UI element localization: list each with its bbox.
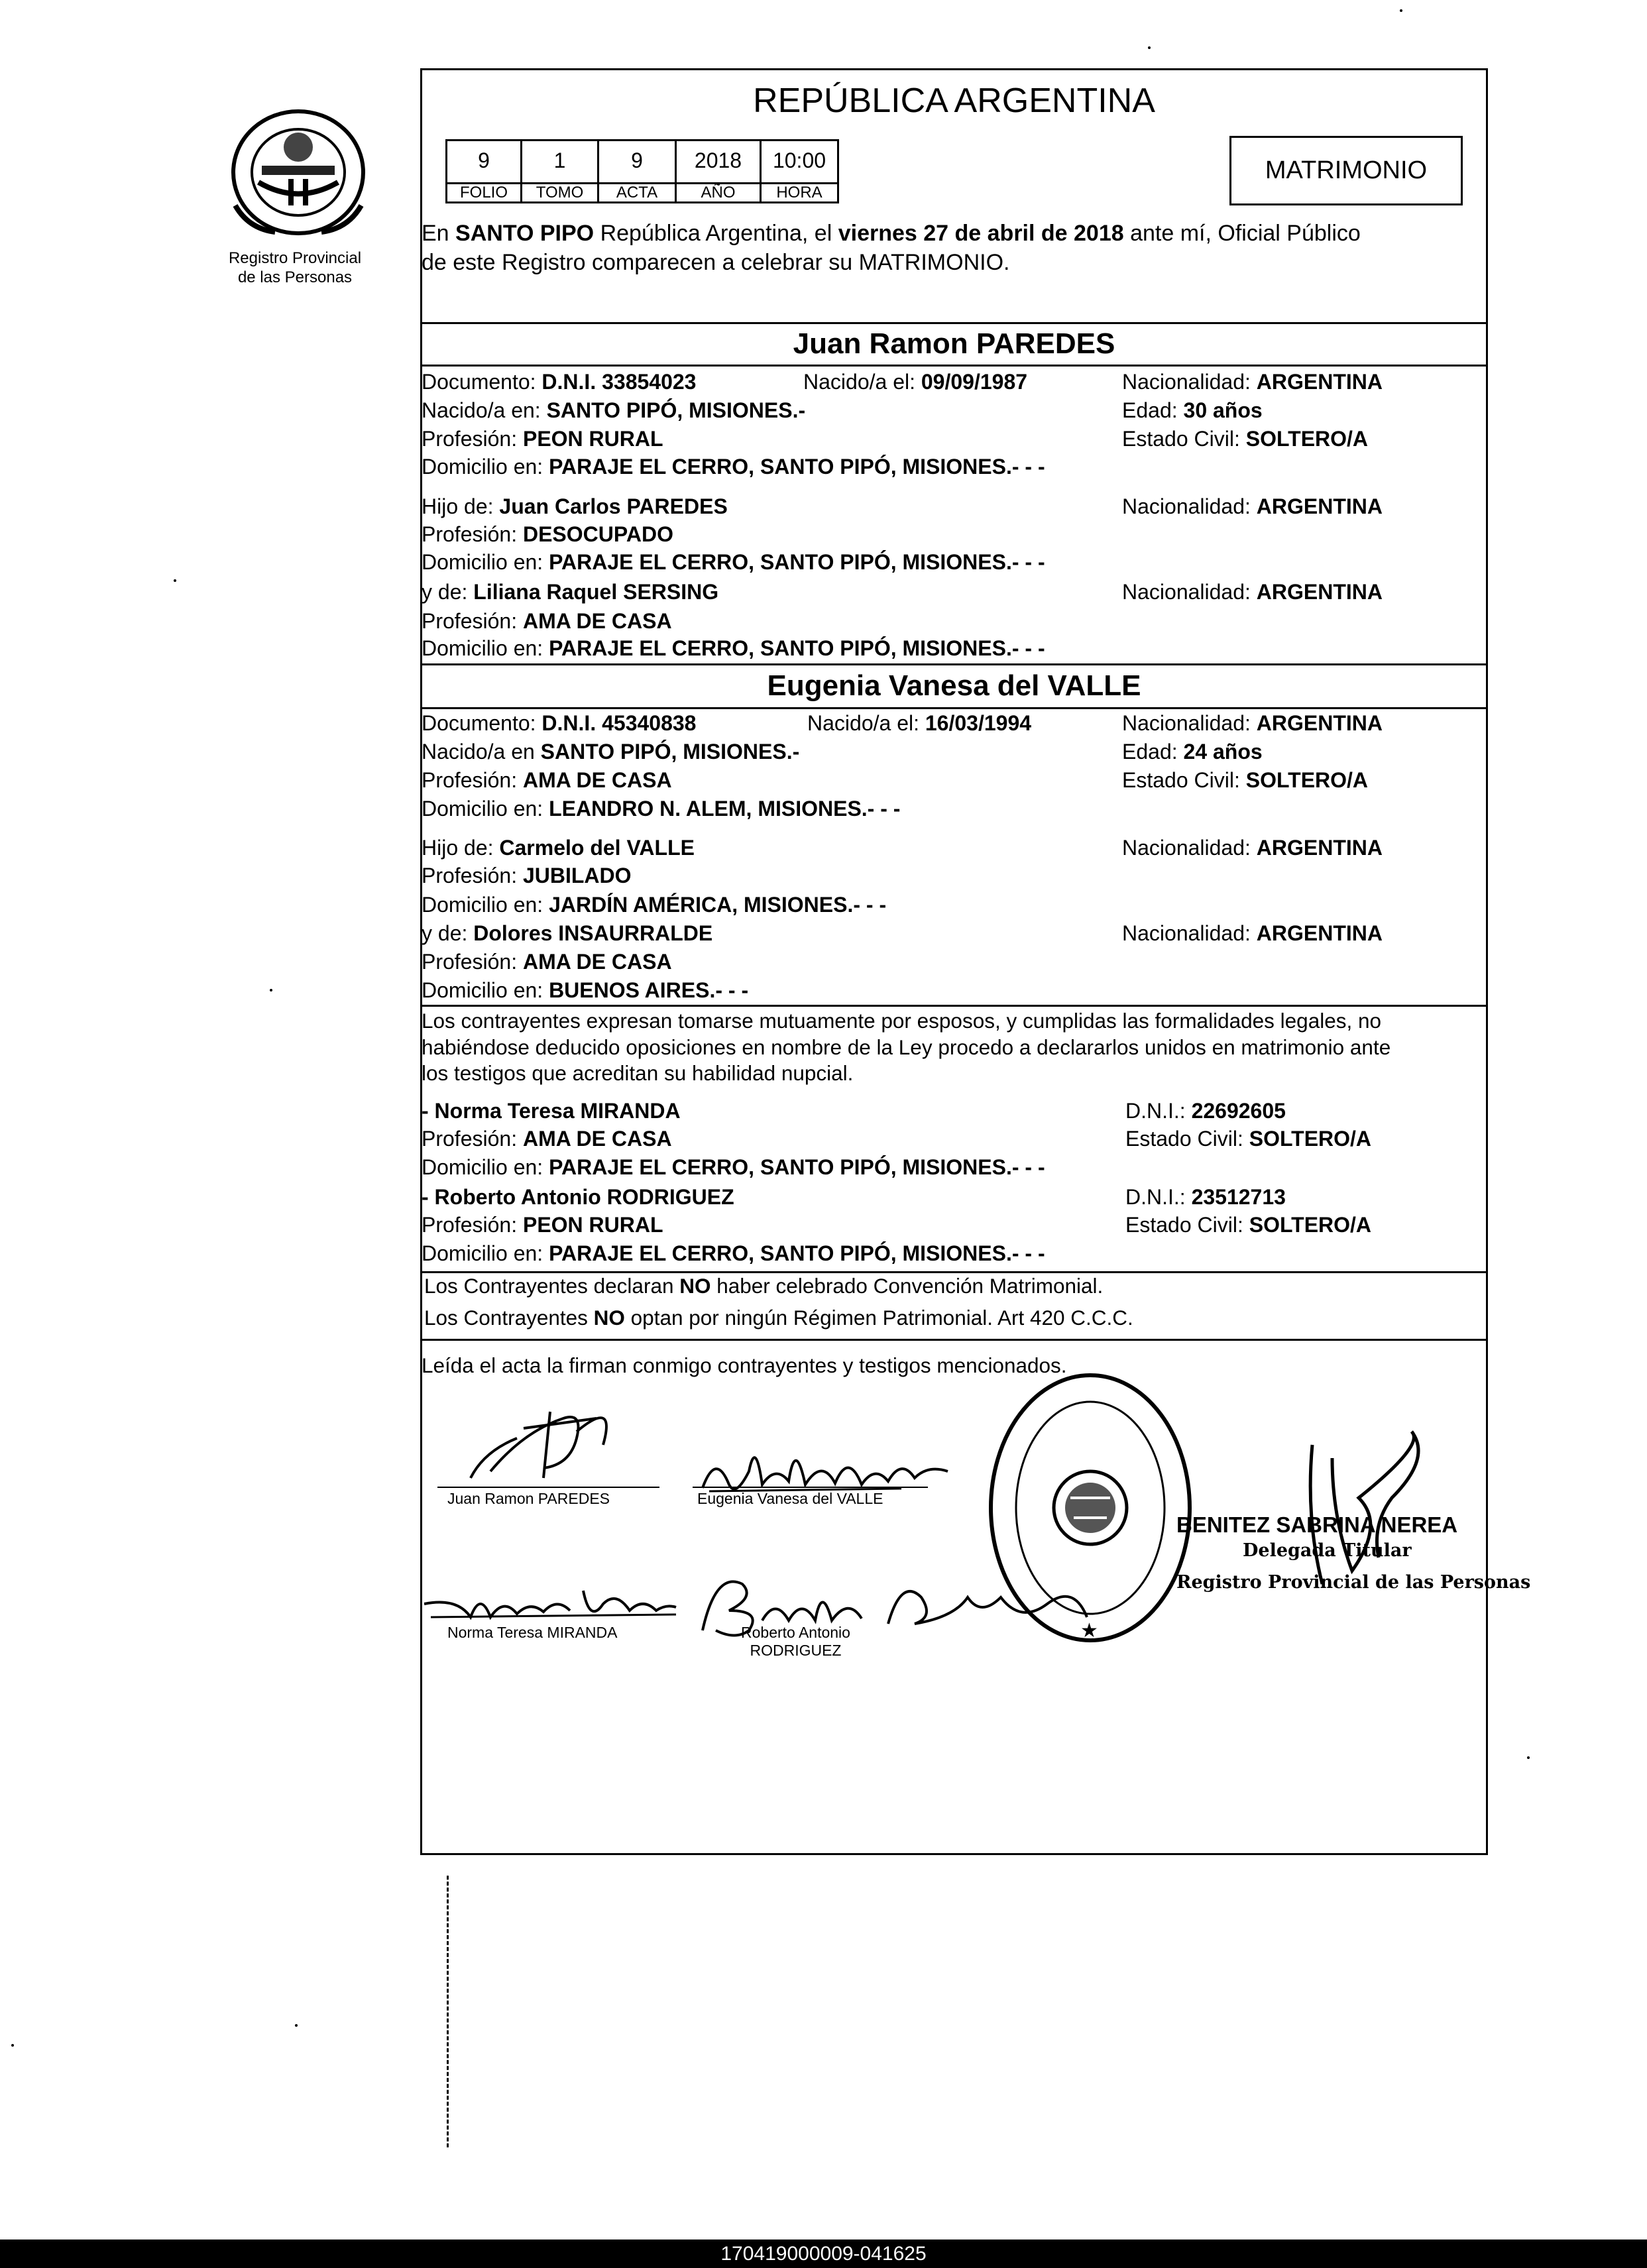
convention-line-2 bbox=[424, 1304, 1133, 1331]
declaration-line-2: habiéndose deducido oposiciones en nombre de la Ley procedo a declararlos unidos en matrimonio ante bbox=[422, 1035, 1391, 1059]
spouse1-age-value: 30 años bbox=[1183, 398, 1263, 422]
intro-p1: En bbox=[422, 221, 456, 246]
footer-bar bbox=[0, 2240, 1647, 2268]
spouse2-born-in-value: SANTO PIPÓ, MISIONES.- bbox=[540, 740, 800, 764]
signature-caption-3: Norma Teresa MIRANDA bbox=[447, 1624, 618, 1641]
spouse1-father-name: Juan Carlos PAREDES bbox=[499, 494, 728, 518]
divider bbox=[420, 322, 1488, 324]
spouse1-birth-date: 09/09/1987 bbox=[921, 370, 1028, 394]
spouse2-nationality bbox=[1122, 710, 1383, 736]
witness1-dom: PARAJE EL CERRO, SANTO PIPÓ, MISIONES.- - - bbox=[549, 1155, 1045, 1179]
witness1-domicile bbox=[422, 1154, 1045, 1180]
declaration-line-3: los testigos que acreditan su habilidad nupcial. bbox=[422, 1061, 854, 1085]
spouse1-mother-nat-label: Nacionalidad: bbox=[1122, 580, 1257, 604]
spouse1-mother-prof-label: Profesión: bbox=[422, 609, 523, 633]
record-hour: 10:00 bbox=[760, 139, 839, 184]
spouse1-born-in-value: SANTO PIPÓ, MISIONES.- bbox=[546, 398, 806, 422]
spouse2-birth-date: 16/03/1994 bbox=[925, 711, 1032, 735]
scan-speck bbox=[1148, 46, 1151, 49]
divider bbox=[420, 1339, 1488, 1341]
convention-l1c: haber celebrado Convención Matrimonial. bbox=[710, 1274, 1104, 1298]
scan-artifact bbox=[447, 1876, 451, 2147]
witness1-prof: AMA DE CASA bbox=[522, 1127, 672, 1151]
spouse1-dom-label: Domicilio en: bbox=[422, 455, 549, 479]
spouse2-mother-dom-label: Domicilio en: bbox=[422, 978, 549, 1002]
spouse2-mother-nat: ARGENTINA bbox=[1256, 921, 1383, 945]
witness2-civil-value: SOLTERO/A bbox=[1249, 1213, 1372, 1237]
convention-line-1 bbox=[424, 1273, 1103, 1299]
spouse1-father-nat-label: Nacionalidad: bbox=[1122, 494, 1257, 518]
spouse2-civil bbox=[1122, 767, 1368, 793]
spouse2-father-domicile bbox=[422, 891, 886, 918]
intro-date: viernes 27 de abril de 2018 bbox=[838, 221, 1124, 246]
spouse2-profession bbox=[422, 767, 672, 793]
spouse2-age-value: 24 años bbox=[1183, 740, 1263, 764]
intro-p3: ante mí, Oficial Público bbox=[1123, 221, 1361, 246]
witness1-dom-label: Domicilio en: bbox=[422, 1155, 549, 1179]
witness1-dni-value: 22692605 bbox=[1191, 1099, 1286, 1123]
scan-speck bbox=[1527, 1756, 1530, 1759]
spouse1-father-dom: PARAJE EL CERRO, SANTO PIPÓ, MISIONES.- - - bbox=[549, 550, 1045, 574]
spouse1-born-in bbox=[422, 397, 805, 424]
logo-caption bbox=[199, 249, 391, 287]
witness2-dni bbox=[1125, 1184, 1286, 1210]
spouse2-mother bbox=[422, 920, 712, 946]
spouse2-age bbox=[1122, 738, 1263, 765]
spouse2-dom: LEANDRO N. ALEM, MISIONES.- - - bbox=[549, 797, 901, 821]
witness1-dni bbox=[1125, 1098, 1286, 1124]
spouse1-profession bbox=[422, 425, 663, 452]
witness2-dom-label: Domicilio en: bbox=[422, 1241, 549, 1265]
spouse1-prof: PEON RURAL bbox=[522, 427, 663, 451]
witness2-profession bbox=[422, 1212, 663, 1238]
spouse2-civil-value: SOLTERO/A bbox=[1245, 768, 1369, 792]
divider bbox=[420, 663, 1488, 665]
witness2-prof-label: Profesión: bbox=[422, 1213, 523, 1237]
spouse1-domicile bbox=[422, 453, 1045, 480]
spouse2-father-label: Hijo de: bbox=[422, 836, 500, 860]
logo-caption-line1: Registro Provincial bbox=[228, 249, 362, 267]
spouse1-mother-nationality bbox=[1122, 579, 1383, 605]
spouse1-father-domicile bbox=[422, 549, 1045, 575]
spouse2-father-nationality bbox=[1122, 834, 1383, 861]
signature-caption-1: Juan Ramon PAREDES bbox=[447, 1490, 610, 1507]
divider bbox=[420, 707, 1488, 709]
convention-l1b: NO bbox=[679, 1274, 711, 1298]
spouse2-age-label: Edad: bbox=[1122, 740, 1184, 764]
spouse1-nat: ARGENTINA bbox=[1256, 370, 1383, 394]
intro-place: SANTO PIPO bbox=[455, 221, 595, 246]
spouse2-mother-prof-label: Profesión: bbox=[422, 950, 523, 974]
spouse2-mother-domicile bbox=[422, 977, 748, 1003]
intro-line-2: de este Registro comparecen a celebrar su MATRIMONIO. bbox=[422, 250, 1010, 275]
spouse2-mother-label: y de: bbox=[422, 921, 474, 945]
witness2-civil-label: Estado Civil: bbox=[1125, 1213, 1249, 1237]
witness2-dom: PARAJE EL CERRO, SANTO PIPÓ, MISIONES.- - - bbox=[549, 1241, 1045, 1265]
spouse2-doc: D.N.I. 45340838 bbox=[541, 711, 697, 735]
page-title: REPÚBLICA ARGENTINA bbox=[753, 82, 1155, 120]
spouse2-mother-nationality bbox=[1122, 920, 1383, 946]
spouse2-father-prof: JUBILADO bbox=[522, 864, 632, 887]
spouse2-father-dom-label: Domicilio en: bbox=[422, 893, 549, 917]
spouse1-mother-nat: ARGENTINA bbox=[1256, 580, 1383, 604]
spouse1-mother-profession bbox=[422, 608, 672, 634]
spouse2-father bbox=[422, 834, 695, 861]
spouse1-birth bbox=[803, 369, 1027, 395]
signature-line-2 bbox=[693, 1487, 928, 1488]
spouse1-age-label: Edad: bbox=[1122, 398, 1184, 422]
witness2-domicile bbox=[422, 1240, 1045, 1267]
spouse2-civil-label: Estado Civil: bbox=[1122, 768, 1246, 792]
record-label-tomo: TOMO bbox=[520, 182, 599, 203]
spouse1-birth-label: Nacido/a el: bbox=[803, 370, 921, 394]
official-organization: Registro Provincial de las Personas bbox=[1176, 1572, 1531, 1593]
witness2-dni-label: D.N.I.: bbox=[1125, 1185, 1192, 1209]
scan-speck bbox=[174, 579, 176, 582]
spouse2-nat-label: Nacionalidad: bbox=[1122, 711, 1257, 735]
spouse1-father-nat: ARGENTINA bbox=[1256, 494, 1383, 518]
act-type-box: MATRIMONIO bbox=[1229, 136, 1463, 205]
signature-line-1 bbox=[437, 1487, 659, 1488]
official-stamp bbox=[981, 1365, 1200, 1650]
spouse1-mother bbox=[422, 579, 718, 605]
record-label-year: AÑO bbox=[675, 182, 762, 203]
official-role: Delegada Titular bbox=[1243, 1540, 1412, 1561]
spouse1-mother-dom-label: Domicilio en: bbox=[422, 636, 549, 660]
record-year: 2018 bbox=[675, 139, 762, 184]
spouse1-civil-value: SOLTERO/A bbox=[1245, 427, 1369, 451]
scan-speck bbox=[1400, 9, 1402, 12]
signature-caption-4-line2: RODRIGUEZ bbox=[750, 1642, 842, 1659]
witness1-prof-label: Profesión: bbox=[422, 1127, 523, 1151]
record-acta: 9 bbox=[597, 139, 677, 184]
scan-speck bbox=[270, 989, 272, 992]
spouse2-born-in bbox=[422, 738, 799, 765]
spouse1-father bbox=[422, 493, 728, 520]
witness2-name: - Roberto Antonio RODRIGUEZ bbox=[422, 1185, 734, 1209]
convention-l2c: optan por ningún Régimen Patrimonial. Art 420 C.C.C. bbox=[624, 1306, 1133, 1330]
divider bbox=[420, 365, 1488, 367]
spouse2-father-name: Carmelo del VALLE bbox=[499, 836, 695, 860]
official-name: BENITEZ SABRINA NEREA bbox=[1176, 1512, 1458, 1537]
record-tomo: 1 bbox=[520, 139, 599, 184]
spouse2-doc-label: Documento: bbox=[422, 711, 542, 735]
intro-line-1 bbox=[422, 219, 1361, 248]
spouse1-mother-dom: PARAJE EL CERRO, SANTO PIPÓ, MISIONES.- - - bbox=[549, 636, 1045, 660]
witness2-dni-value: 23512713 bbox=[1191, 1185, 1286, 1209]
witness2-civil bbox=[1125, 1212, 1371, 1238]
scan-speck bbox=[11, 2044, 14, 2047]
spouse2-father-profession bbox=[422, 862, 632, 889]
province-logo bbox=[222, 106, 374, 245]
spouse1-name: Juan Ramon PAREDES bbox=[793, 327, 1115, 360]
barcode-number: 170419000009-041625 bbox=[720, 2243, 927, 2265]
record-label-acta: ACTA bbox=[597, 182, 677, 203]
signature-caption-4-line1: Roberto Antonio bbox=[741, 1624, 850, 1641]
spouse2-born-in-label: Nacido/a en bbox=[422, 740, 541, 764]
spouse2-prof-label: Profesión: bbox=[422, 768, 523, 792]
signature-caption-2: Eugenia Vanesa del VALLE bbox=[697, 1490, 883, 1507]
spouse1-doc-label: Documento: bbox=[422, 370, 542, 394]
spouse1-father-dom-label: Domicilio en: bbox=[422, 550, 549, 574]
witness1-profession bbox=[422, 1125, 672, 1152]
spouse2-prof: AMA DE CASA bbox=[522, 768, 672, 792]
scan-speck bbox=[295, 2024, 298, 2027]
spouse1-civil bbox=[1122, 425, 1368, 452]
spouse2-mother-name: Dolores INSAURRALDE bbox=[473, 921, 713, 945]
spouse1-mother-domicile bbox=[422, 635, 1045, 661]
spouse1-mother-name: Liliana Raquel SERSING bbox=[473, 580, 719, 604]
spouse1-age bbox=[1122, 397, 1263, 424]
spouse1-father-profession bbox=[422, 521, 673, 547]
spouse1-father-nationality bbox=[1122, 493, 1383, 520]
signatures-intro: Leída el acta la firman conmigo contrayentes y testigos mencionados. bbox=[422, 1353, 1067, 1377]
spouse2-mother-nat-label: Nacionalidad: bbox=[1122, 921, 1257, 945]
spouse1-father-label: Hijo de: bbox=[422, 494, 500, 518]
spouse1-prof-label: Profesión: bbox=[422, 427, 523, 451]
convention-l2b: NO bbox=[593, 1306, 625, 1330]
spouse2-birth bbox=[807, 710, 1031, 736]
spouse1-father-prof: DESOCUPADO bbox=[522, 522, 673, 546]
spouse1-nationality bbox=[1122, 369, 1383, 395]
witness1-name: - Norma Teresa MIRANDA bbox=[422, 1099, 681, 1123]
signature-scribble-1 bbox=[444, 1392, 656, 1491]
witness1-civil bbox=[1125, 1125, 1371, 1152]
record-label-folio: FOLIO bbox=[445, 182, 522, 203]
witness2-prof: PEON RURAL bbox=[522, 1213, 663, 1237]
convention-l2a: Los Contrayentes bbox=[424, 1306, 594, 1330]
spouse1-mother-prof: AMA DE CASA bbox=[522, 609, 672, 633]
spouse2-mother-profession bbox=[422, 948, 672, 975]
spouse1-civil-label: Estado Civil: bbox=[1122, 427, 1246, 451]
spouse2-father-dom: JARDÍN AMÉRICA, MISIONES.- - - bbox=[549, 893, 887, 917]
convention-l1a: Los Contrayentes declaran bbox=[424, 1274, 680, 1298]
official-signature bbox=[1292, 1418, 1451, 1591]
declaration-line-1: Los contrayentes expresan tomarse mutuamente por esposos, y cumplidas las formalidades legales, no bbox=[422, 1009, 1382, 1033]
spouse2-domicile bbox=[422, 795, 900, 822]
spouse1-nat-label: Nacionalidad: bbox=[1122, 370, 1257, 394]
spouse2-father-nat-label: Nacionalidad: bbox=[1122, 836, 1257, 860]
spouse2-birth-label: Nacido/a el: bbox=[807, 711, 925, 735]
intro-p2: República Argentina, el bbox=[594, 221, 838, 246]
logo-caption-line2: de las Personas bbox=[237, 268, 353, 286]
spouse2-name: Eugenia Vanesa del VALLE bbox=[767, 669, 1141, 702]
divider bbox=[420, 1005, 1488, 1007]
record-folio: 9 bbox=[445, 139, 522, 184]
spouse2-mother-prof: AMA DE CASA bbox=[522, 950, 672, 974]
witness1-civil-label: Estado Civil: bbox=[1125, 1127, 1249, 1151]
witness1-dni-label: D.N.I.: bbox=[1125, 1099, 1192, 1123]
spouse2-nat: ARGENTINA bbox=[1256, 711, 1383, 735]
spouse1-father-prof-label: Profesión: bbox=[422, 522, 523, 546]
spouse1-dom: PARAJE EL CERRO, SANTO PIPÓ, MISIONES.- - - bbox=[549, 455, 1045, 479]
spouse2-document bbox=[422, 710, 696, 736]
record-label-hour: HORA bbox=[760, 182, 839, 203]
spouse2-dom-label: Domicilio en: bbox=[422, 797, 549, 821]
spouse1-document bbox=[422, 369, 696, 395]
spouse1-mother-label: y de: bbox=[422, 580, 474, 604]
witness1-civil-value: SOLTERO/A bbox=[1249, 1127, 1372, 1151]
spouse2-father-nat: ARGENTINA bbox=[1256, 836, 1383, 860]
spouse1-born-in-label: Nacido/a en: bbox=[422, 398, 547, 422]
svg-text:★: ★ bbox=[1080, 1619, 1098, 1642]
signature-caption-4 bbox=[741, 1624, 850, 1660]
spouse2-father-prof-label: Profesión: bbox=[422, 864, 523, 887]
spouse2-mother-dom: BUENOS AIRES.- - - bbox=[549, 978, 749, 1002]
spouse1-doc: D.N.I. 33854023 bbox=[541, 370, 697, 394]
